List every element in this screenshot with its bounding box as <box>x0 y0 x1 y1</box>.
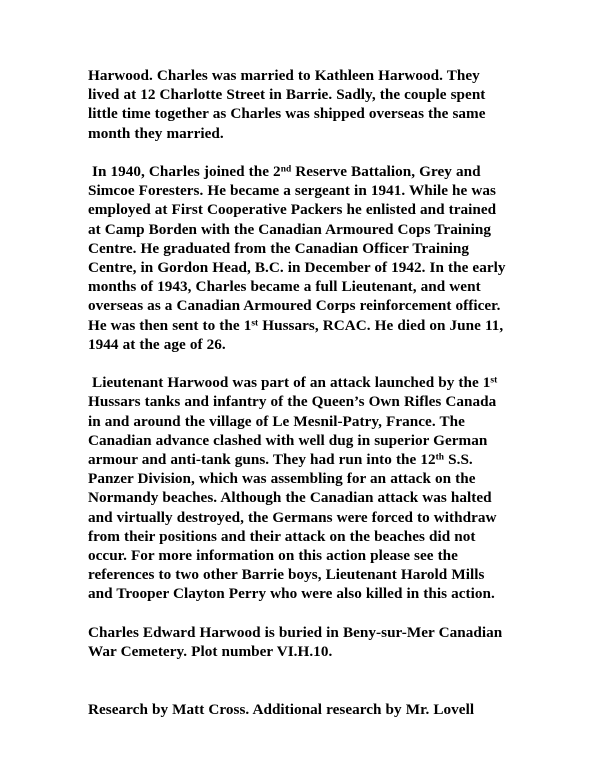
paragraph-burial: Charles Edward Harwood is buried in Beny-sur-Mer Canadian War Cemetery. Plot number VI.H.10. <box>88 623 506 661</box>
paragraph-spacer <box>88 354 508 373</box>
ordinal-superscript: nd <box>280 164 292 175</box>
paragraph-action: Lieutenant Harwood was part of an attack launched by the 1st Hussars tanks and infantry of the Queen’s Own Rifles Canada in and around the village of Le Mesnil-Patry, France. The Canadian advance clashed with well dug in superior German armour and anti-tank guns. They had run into the 12th S.S. Panzer Division, which was assembling for an attack on the Normandy beaches. Although the Canadian attack was halted and virtually destroyed, the Germans were forced to withdraw from their positions and their attack on the beaches did not occur. For more information on this action please see the references to two other Barrie boys, Lieutenant Harold Mills and Trooper Clayton Perry who were also killed in this action. <box>88 374 502 603</box>
paragraph-spacer-large <box>88 661 508 699</box>
ordinal-superscript: th <box>435 452 445 463</box>
ordinal-superscript: st <box>251 318 259 329</box>
paragraph-marriage: Harwood. Charles was married to Kathleen Harwood. They lived at 12 Charlotte Street in Barrie. Sadly, the couple spent little time together as Charles was shipped overseas the same month they married. <box>88 67 490 142</box>
text-column <box>88 66 508 719</box>
paragraph-credits: Research by Matt Cross. Additional research by Mr. Lovell <box>88 700 475 718</box>
paragraph-spacer <box>88 604 508 623</box>
paragraph-spacer <box>88 143 508 162</box>
paragraph-enlistment: In 1940, Charles joined the 2nd Reserve Battalion, Grey and Simcoe Foresters. He became a sergeant in 1941. While he was employed at First Cooperative Packers he enlisted and trained at Camp Borden with the Canadian Armoured Cops Training Centre. He graduated from the Canadian Officer Training Centre, in Gordon Head, B.C. in December of 1942. In the early months of 1943, Charles became a full Lieutenant, and went overseas as a Canadian Armoured Corps reinforcement officer. He was then sent to the 1st Hussars, RCAC. He died on June 11, 1944 at the age of 26. <box>88 163 510 353</box>
ordinal-superscript: st <box>490 375 498 386</box>
